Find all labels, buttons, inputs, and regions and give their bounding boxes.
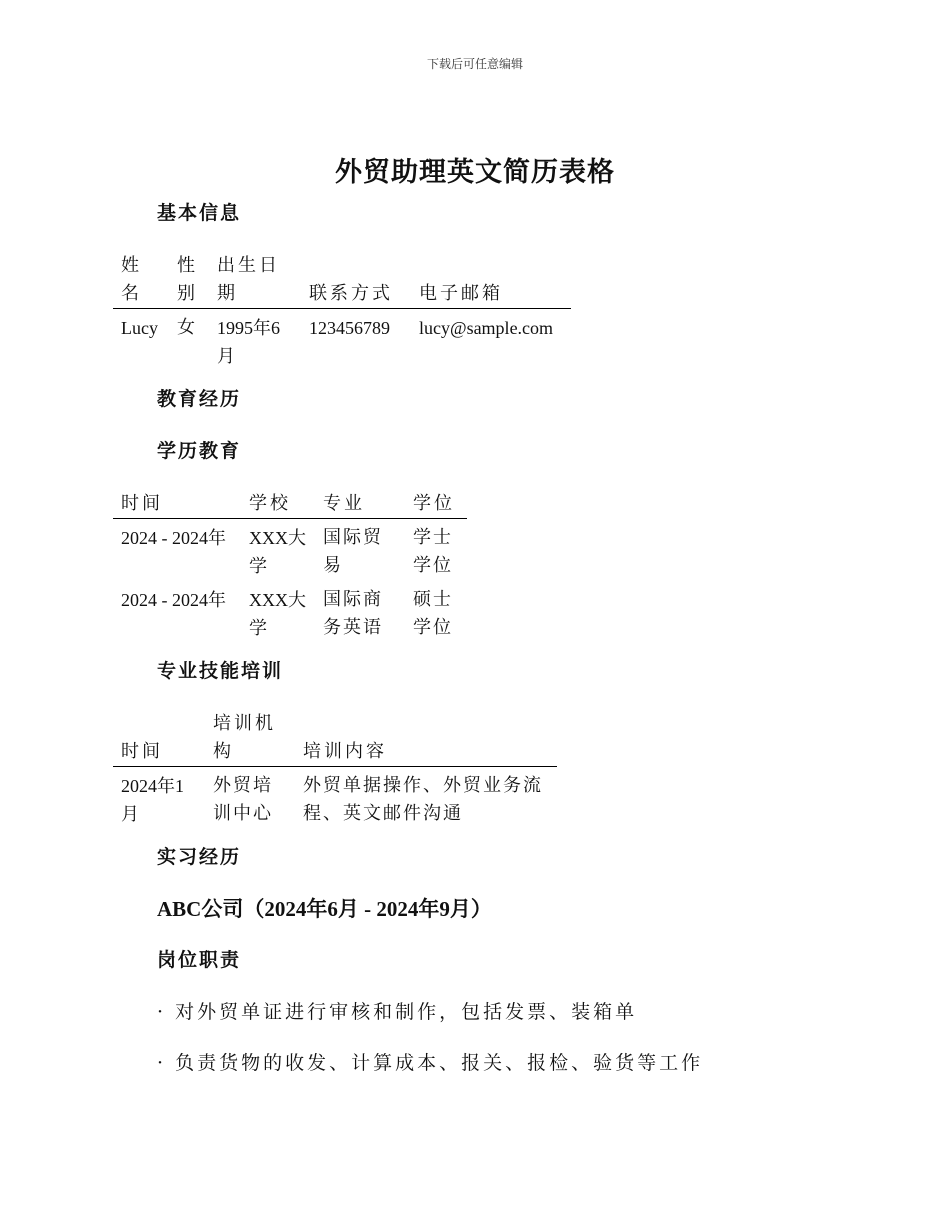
cell-content: 外贸单据操作、外贸业务流程、英文邮件沟通 — [303, 775, 543, 824]
header-gender: 性别 — [169, 252, 209, 309]
header-time: 时间 — [113, 710, 205, 767]
table-header-row — [113, 252, 571, 309]
cell-email: lucy@sample.com — [419, 318, 554, 338]
cell-school: XXX大学 — [249, 528, 306, 576]
basic-info-table — [113, 252, 571, 370]
table-row — [113, 309, 571, 371]
cell-gender: 女 — [177, 317, 197, 338]
table-header-row — [113, 490, 467, 519]
section-heading-duties: 岗位职责 — [157, 949, 242, 971]
section-heading-basic-info: 基本信息 — [157, 202, 242, 224]
header-degree: 学位 — [405, 490, 467, 519]
header-email: 电子邮箱 — [411, 252, 571, 309]
cell-time: 2024 - 2024年 — [121, 528, 226, 548]
cell-degree: 硕士学位 — [413, 589, 453, 638]
cell-contact: 123456789 — [309, 318, 390, 338]
header-note: 下载后可任意编辑 — [426, 57, 523, 71]
cell-school: XXX大学 — [249, 590, 306, 638]
header-content: 培训内容 — [295, 710, 557, 767]
table-row — [113, 580, 467, 642]
cell-major: 国际商务英语 — [323, 589, 383, 638]
training-table — [113, 710, 557, 828]
cell-time: 2024年1月 — [121, 776, 184, 824]
section-heading-internship: 实习经历 — [157, 846, 242, 868]
header-time: 时间 — [113, 490, 241, 519]
header-institution: 培训机构 — [205, 710, 295, 767]
cell-major: 国际贸易 — [323, 527, 383, 576]
education-table — [113, 490, 467, 642]
document-title: 外贸助理英文简历表格 — [335, 157, 615, 188]
cell-degree: 学士学位 — [413, 527, 453, 576]
header-name: 姓名 — [113, 252, 169, 309]
cell-birth-date: 1995年6月 — [217, 318, 280, 366]
section-heading-skills-training: 专业技能培训 — [157, 660, 284, 682]
cell-time: 2024 - 2024年 — [121, 590, 226, 610]
header-major: 专业 — [315, 490, 405, 519]
table-row — [113, 519, 467, 581]
cell-name: Lucy — [121, 318, 158, 338]
table-header-row — [113, 710, 557, 767]
header-contact: 联系方式 — [301, 252, 411, 309]
cell-institution: 外贸培训中心 — [213, 775, 273, 824]
section-heading-education: 教育经历 — [157, 388, 242, 410]
header-school: 学校 — [241, 490, 315, 519]
section-heading-degree-education: 学历教育 — [157, 440, 242, 462]
table-row — [113, 767, 557, 829]
duty-item: · 负责货物的收发、计算成本、报关、报检、验货等工作 — [157, 1052, 704, 1074]
internship-company-heading: ABC公司（2024年6月 - 2024年9月） — [157, 897, 492, 921]
header-birth-date: 出生日期 — [209, 252, 301, 309]
duty-item: · 对外贸单证进行审核和制作，包括发票、装箱单 — [157, 1001, 638, 1023]
